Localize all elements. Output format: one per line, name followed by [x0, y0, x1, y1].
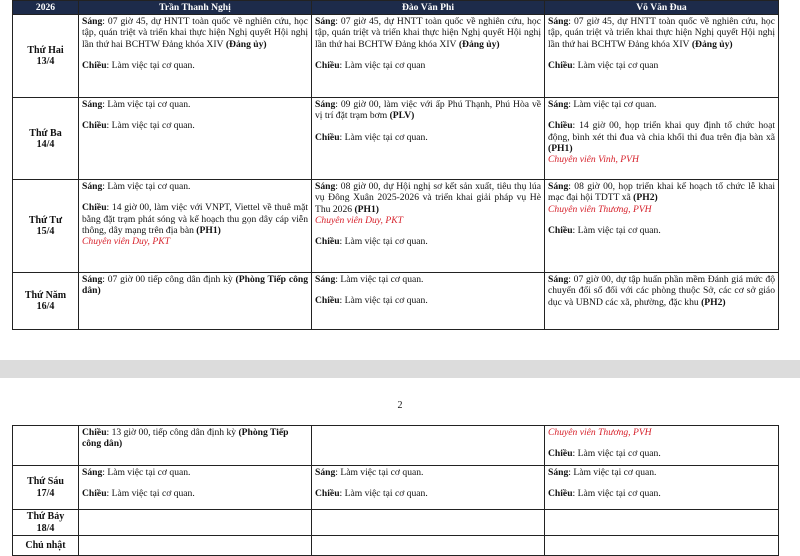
morning-text: : Làm việc tại cơ quan. [568, 467, 657, 478]
morning-unit: (Đảng ủy) [456, 38, 500, 50]
morning-label: Sáng [548, 99, 569, 111]
header-col1: Trần Thanh Nghị [79, 1, 312, 15]
day-date: 16/4 [36, 301, 55, 313]
morning-label: Sáng [315, 99, 336, 111]
schedule-cell [79, 15, 312, 98]
table-row [13, 273, 779, 330]
schedule-cell [312, 273, 545, 330]
morning-text: : Làm việc tại cơ quan. [102, 99, 191, 111]
afternoon-text: : 13 giờ 00, tiếp công dân định kỳ [106, 427, 237, 438]
day-name: Thứ Năm [24, 290, 67, 301]
afternoon-text: : Làm việc tại cơ quan [572, 59, 659, 71]
afternoon-text: : Làm việc tại cơ quan. [572, 488, 661, 500]
table-row [13, 510, 779, 536]
header-day: 2026 [13, 1, 79, 15]
morning-text: : Làm việc tại cơ quan. [102, 467, 191, 478]
day-date: 14/4 [36, 138, 55, 150]
schedule-cell [79, 273, 312, 330]
schedule-cell [312, 536, 545, 556]
morning-unit: (PLV) [387, 110, 415, 122]
morning-unit: (Phòng Tiếp công dân) [82, 274, 309, 297]
schedule-cell [545, 273, 779, 330]
schedule-cell [312, 426, 545, 466]
header-col2: Đào Văn Phi [312, 1, 545, 15]
morning-text: : 07 giờ 00, dự tập huấn phần mềm Đánh giá mức độ chuyển đổi số đối với các phòng thuộc Sở, các cơ sở giáo dục và UBND các xã, phường, đặc khu [548, 274, 775, 308]
schedule-cell [545, 15, 779, 98]
morning-unit: (PH2) [698, 296, 726, 308]
day-name: Thứ Sáu [27, 476, 64, 488]
afternoon-label: Chiều [315, 59, 340, 71]
morning-label: Sáng [315, 181, 336, 193]
schedule-cell [79, 510, 312, 536]
morning-unit: (Đảng ủy) [689, 38, 733, 50]
staff-note: Chuyên viên Duy, PKT [315, 214, 403, 226]
afternoon-label: Chiều [548, 224, 573, 236]
staff-note: Chuyên viên Thương, PVH [548, 427, 652, 438]
table-row [13, 536, 779, 556]
morning-label: Sáng [315, 467, 336, 478]
schedule-cell [79, 426, 312, 466]
day-cell [13, 466, 79, 510]
staff-note: Chuyên viên Duy, PKT [82, 236, 170, 248]
morning-label: Sáng [548, 467, 569, 478]
afternoon-label: Chiều [548, 488, 573, 500]
afternoon-label: Chiều [315, 131, 340, 143]
afternoon-text: : Làm việc tại cơ quan. [106, 488, 195, 500]
afternoon-label: Chiều [82, 202, 107, 214]
morning-label: Sáng [548, 181, 569, 193]
schedule-cell [312, 98, 545, 180]
afternoon-label: Chiều [548, 448, 573, 460]
day-date: 18/4 [36, 522, 55, 534]
table-row [13, 180, 779, 273]
schedule-cell [545, 536, 779, 556]
table-row [13, 426, 779, 466]
day-date: 15/4 [36, 226, 55, 238]
afternoon-label: Chiều [82, 59, 107, 71]
schedule-cell [79, 536, 312, 556]
schedule-cell [79, 98, 312, 180]
morning-text: : Làm việc tại cơ quan. [102, 181, 191, 193]
morning-text: : 09 giờ 00, làm việc với ấp Phú Thạnh, Phú Hòa về vị trí đặt trạm bơm [315, 99, 541, 122]
afternoon-unit: (Phòng Tiếp công dân) [82, 427, 289, 450]
afternoon-text: : Làm việc tại cơ quan. [106, 59, 195, 71]
afternoon-label: Chiều [82, 427, 107, 438]
morning-text: : 07 giờ 00 tiếp công dân định kỳ [102, 274, 233, 286]
day-name: Thứ Hai [27, 45, 64, 56]
morning-label: Sáng [82, 467, 103, 478]
schedule-cell [79, 180, 312, 273]
schedule-cell [545, 466, 779, 510]
day-cell [13, 426, 79, 466]
afternoon-label: Chiều [82, 120, 107, 132]
table-row [13, 98, 779, 180]
afternoon-label: Chiều [548, 120, 573, 132]
page-separator [0, 360, 800, 378]
morning-label: Sáng [82, 99, 103, 111]
morning-text: : 08 giờ 00, dự Hội nghị sơ kết sản xuất, tiêu thụ lúa vụ Đông Xuân 2025-2026 và triển khai giải pháp vụ Hè Thu 2026 [315, 181, 541, 215]
afternoon-label: Chiều [82, 488, 107, 500]
day-cell [13, 180, 79, 273]
afternoon-text: : Làm việc tại cơ quan. [572, 224, 661, 236]
morning-label: Sáng [548, 16, 569, 28]
afternoon-text: : Làm việc tại cơ quan. [339, 131, 428, 143]
afternoon-unit: (PH1) [193, 224, 221, 236]
morning-unit: (Đảng ủy) [223, 38, 267, 50]
afternoon-label: Chiều [315, 236, 340, 248]
morning-text: : 07 giờ 45, dự HNTT toàn quốc về nghiên cứu, học tập, quán triệt và triển khai thực hiện Nghị quyết Hội nghị lần thứ hai BCHTW Đảng khóa XIV [548, 16, 775, 50]
schedule-cell [312, 510, 545, 536]
morning-text: : Làm việc tại cơ quan. [335, 467, 424, 478]
morning-text: : Làm việc tại cơ quan. [335, 274, 424, 286]
schedule-cell [545, 510, 779, 536]
day-name: Thứ Tư [28, 215, 63, 226]
day-date: 17/4 [36, 487, 55, 499]
afternoon-text: : Làm việc tại cơ quan. [339, 295, 428, 307]
day-name: Thứ Ba [29, 127, 62, 139]
day-name: Chủ nhật [25, 539, 66, 551]
day-name: Thứ Bảy [26, 511, 65, 523]
staff-note: Chuyên viên Thương, PVH [548, 203, 652, 215]
table-row [13, 15, 779, 98]
schedule-table-page-1 [12, 0, 779, 330]
afternoon-text: : 14 giờ 00, làm việc với VNPT, Viettel về thuê mặt bằng đặt trạm phát sóng và kế hoạch thu gọn dây cáp viễn thông, dây mạng trên địa bàn [82, 202, 308, 236]
afternoon-text: : Làm việc tại cơ quan. [339, 488, 428, 500]
afternoon-text: : Làm việc tại cơ quan. [106, 120, 195, 132]
schedule-cell [545, 98, 779, 180]
table-row [13, 466, 779, 510]
page-number: 2 [397, 400, 403, 411]
day-cell [13, 98, 79, 180]
schedule-table-page-2 [12, 425, 779, 556]
day-cell [13, 273, 79, 330]
day-cell [13, 15, 79, 98]
header-col3: Võ Văn Đua [545, 1, 779, 15]
schedule-cell [312, 466, 545, 510]
morning-label: Sáng [82, 181, 103, 193]
afternoon-label: Chiều [315, 488, 340, 500]
morning-text: : 07 giờ 45, dự HNTT toàn quốc về nghiên cứu, học tập, quán triệt và triển khai thực hiện Nghị quyết Hội nghị lần thứ hai BCHTW Đảng khóa XIV [82, 16, 308, 50]
morning-label: Sáng [548, 274, 569, 286]
table-header-row [13, 1, 779, 15]
morning-label: Sáng [82, 16, 103, 28]
day-cell [13, 510, 79, 536]
morning-label: Sáng [82, 274, 103, 286]
document-page-2 [0, 378, 800, 550]
morning-label: Sáng [315, 274, 336, 286]
afternoon-text: : Làm việc tại cơ quan. [572, 448, 661, 460]
afternoon-label: Chiều [548, 59, 573, 71]
afternoon-text: : 14 giờ 00, họp triển khai quy định tổ chức hoạt động, bình xét thi đua và chia khối thi đua trên địa bàn xã [548, 120, 775, 143]
day-date: 13/4 [36, 56, 55, 68]
morning-text: : 07 giờ 45, dự HNTT toàn quốc về nghiên cứu, học tập, quán triệt và triển khai thực hiện Nghị quyết Hội nghị lần thứ hai BCHTW Đảng khóa XIV [315, 16, 541, 50]
morning-text: : Làm việc tại cơ quan. [568, 99, 657, 111]
afternoon-text: : Làm việc tại cơ quan. [339, 236, 428, 248]
day-cell [13, 536, 79, 556]
morning-unit: (PH1) [352, 203, 379, 215]
schedule-cell [545, 426, 779, 466]
schedule-cell [312, 180, 545, 273]
afternoon-unit: (PH1) [548, 142, 573, 154]
morning-text: : 08 giờ 00, họp triển khai kế hoạch tổ chức lễ khai mạc đại hội TDTT xã [548, 181, 775, 204]
morning-label: Sáng [315, 16, 336, 28]
schedule-cell [79, 466, 312, 510]
afternoon-label: Chiều [315, 295, 340, 307]
schedule-cell [545, 180, 779, 273]
schedule-cell [312, 15, 545, 98]
morning-unit: (PH2) [630, 192, 658, 204]
afternoon-text: : Làm việc tại cơ quan [339, 59, 426, 71]
staff-note: Chuyên viên Vinh, PVH [548, 154, 639, 166]
